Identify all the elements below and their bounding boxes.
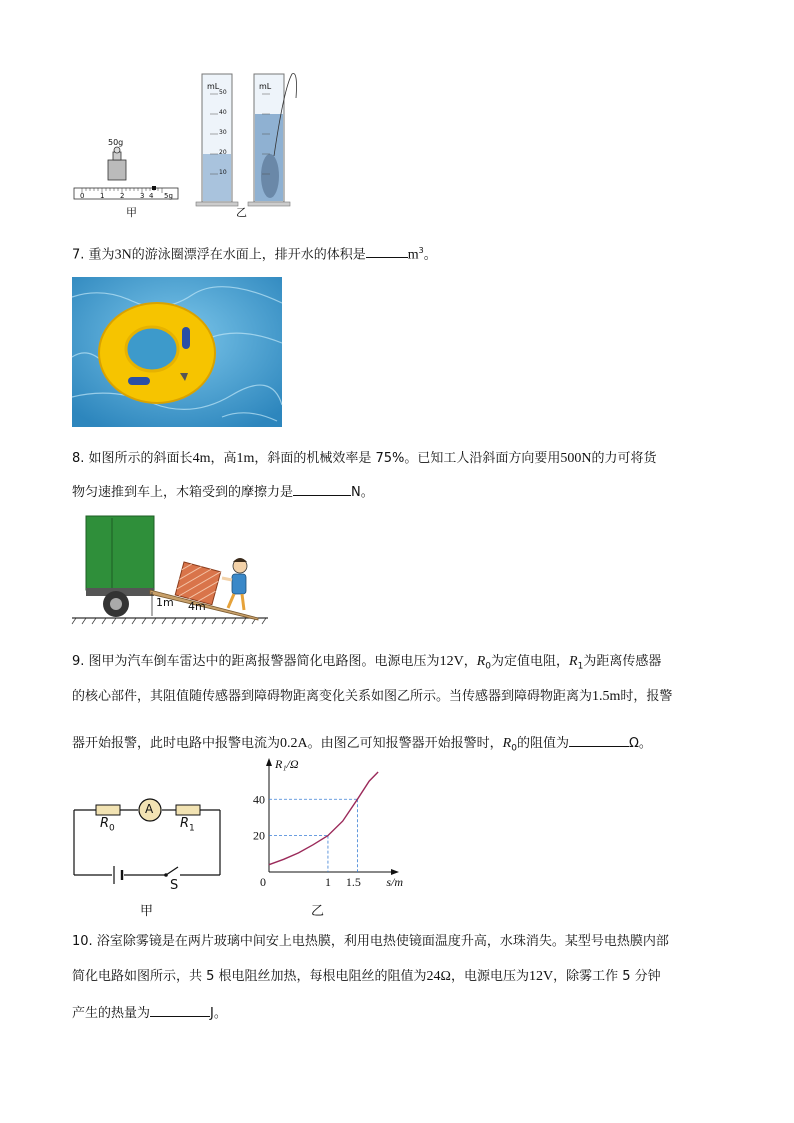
swim-ring-illustration	[72, 277, 282, 427]
q8-text-b: ，高	[210, 451, 237, 466]
caption-yi-top: 乙	[236, 206, 247, 219]
series-line-r1	[269, 772, 378, 865]
y-axis-label: R₁/Ω	[275, 757, 299, 771]
x-tick-1: 1	[324, 875, 331, 889]
q10-line3-unit: J。	[210, 1006, 227, 1021]
ruler-tick-3: 3	[140, 192, 145, 200]
resistance-distance-graph	[245, 757, 403, 920]
incline-illustration	[72, 514, 272, 626]
chart-guides	[269, 799, 357, 872]
q9-line3-unit: Ω。	[628, 736, 652, 751]
question-8-line-2	[72, 481, 374, 503]
q8-text-a: 如图所示的斜面长	[88, 451, 193, 466]
incline-length-label: 4m	[188, 600, 206, 613]
circuit-r1-letter: R	[180, 816, 190, 831]
cylinder-unit-left: mL	[207, 82, 220, 91]
q7-force: 3N	[114, 247, 132, 263]
q10-voltage: 12V	[528, 969, 554, 984]
q7-text-a: 重为	[88, 247, 115, 263]
switch-label: S	[170, 878, 179, 893]
y-axis-arrow	[266, 758, 272, 766]
circuit-r0-letter: R	[100, 816, 110, 831]
q7-text-b: 的游泳圈漂浮在水面上，排开水的体积是	[131, 247, 366, 263]
origin-label: 0	[260, 875, 266, 889]
q8-line2-a: 物匀速推到车上，木箱受到的摩擦力是	[72, 485, 294, 500]
graph-caption: 乙	[311, 904, 325, 919]
question-10-line-1	[72, 932, 669, 952]
q9-r0-again: R	[502, 736, 512, 751]
cylinder-tick-30: 30	[219, 129, 227, 136]
q10-resistance: 24Ω	[426, 969, 451, 984]
circuit-r0-sub: 0	[109, 823, 115, 834]
q10-line3-a: 产生的热量为	[72, 1006, 151, 1021]
x-tick-1-5: 1.5	[345, 875, 361, 889]
ruler-tick-5g: 5g	[164, 192, 173, 200]
circuit-diagram	[70, 790, 230, 920]
q8-text-c: ，斜面的机械效率是 75%。已知工人沿斜面方向要用	[254, 451, 561, 466]
q9-line3-c: 的阻值为	[516, 736, 569, 751]
q8-number: 8.	[72, 451, 85, 466]
q7-answer-blank[interactable]	[366, 243, 408, 258]
q10-line2-b: ，电源电压为	[450, 969, 529, 984]
question-9-line-1	[72, 652, 661, 677]
chart-series	[269, 772, 378, 865]
question-7	[72, 241, 437, 265]
q7-number: 7.	[72, 247, 85, 263]
q10-number: 10.	[72, 934, 93, 949]
q9-line1-d: 为距离传感器	[583, 654, 662, 669]
question-10-line-3	[72, 1002, 227, 1024]
circuit-r1-sub: 1	[189, 823, 195, 834]
resistance-distance-chart	[245, 757, 403, 895]
y-tick-40: 40	[253, 792, 265, 807]
q9-r0-sub: 0	[485, 661, 491, 672]
q7-unit: m	[407, 247, 419, 263]
q10-line2-c: ，除雾工作 5 分钟	[553, 969, 661, 984]
cylinder-tick-50: 50	[219, 89, 227, 96]
question-8-line-1	[72, 449, 657, 469]
question-9-line-3	[72, 732, 652, 759]
q8-height: 1m	[236, 451, 255, 466]
q9-voltage: 12V	[439, 654, 464, 669]
circuit-r1-label	[180, 816, 195, 834]
cylinder-tick-40: 40	[219, 109, 227, 116]
question-9-line-2	[72, 687, 672, 707]
swim-ring-photo	[72, 277, 282, 427]
ammeter-label: A	[145, 802, 154, 816]
question-10-line-2	[72, 967, 661, 987]
q9-line2-b: 时，报警	[620, 689, 673, 704]
balance-and-cylinders-illustration	[70, 68, 310, 218]
caption-jia-top: 甲	[126, 206, 137, 219]
q9-line2-a: 的核心部件，其阻值随传感器到障碍物距离变化关系如图乙所示。当传感器到障碍物距离为	[72, 689, 593, 704]
top-figure	[70, 68, 310, 218]
ruler-tick-2: 2	[120, 192, 125, 200]
q9-line1-a: 图甲为汽车倒车雷达中的距离报警器简化电路图。电源电压为	[88, 654, 440, 669]
q8-answer-blank[interactable]	[293, 481, 351, 496]
incline-figure	[72, 514, 272, 626]
cylinder-tick-20: 20	[219, 149, 227, 156]
cylinder-tick-10: 10	[219, 169, 227, 176]
ruler-tick-1: 1	[100, 192, 105, 200]
q9-distance: 1.5m	[592, 689, 621, 704]
q9-line3-b: 。由图乙可知报警器开始报警时，	[307, 736, 503, 751]
q8-text-d: 的力可将货	[591, 451, 657, 466]
q10-line1: 浴室除雾镜是在两片玻璃中间安上电热膜，利用电热使镜面温度升高，水珠消失。某型号电热膜内部	[96, 934, 669, 949]
q10-answer-blank[interactable]	[150, 1002, 210, 1017]
circuit-r0-label	[100, 816, 115, 834]
q8-force: 500N	[560, 451, 592, 466]
q9-number: 9.	[72, 654, 85, 669]
q9-current: 0.2A	[280, 736, 308, 751]
circuit-caption: 甲	[140, 904, 154, 919]
weight-label: 50g	[108, 138, 124, 147]
chart-labels	[253, 757, 403, 889]
q9-line1-c: 为定值电阻，	[491, 654, 570, 669]
q7-unit-exp: 3	[418, 246, 424, 255]
x-axis-label: s/m	[386, 875, 403, 889]
q9-r1-sub: 1	[577, 661, 584, 672]
q9-r0: R	[476, 654, 486, 669]
cylinder-unit-right: mL	[259, 82, 272, 91]
incline-height-label: 1m	[156, 596, 174, 609]
ruler-tick-4: 4	[149, 192, 154, 200]
q9-r0-again-sub: 0	[511, 743, 517, 754]
q8-line2-unit: N。	[351, 485, 374, 500]
q8-length: 4m	[192, 451, 211, 466]
q9-line1-b: ，	[463, 654, 477, 669]
q9-answer-blank[interactable]	[569, 732, 629, 747]
ruler-tick-0: 0	[80, 192, 85, 200]
q7-end: 。	[423, 247, 437, 263]
q10-line2-a: 简化电路如图所示，共 5 根电阻丝加热，每根电阻丝的阻值为	[72, 969, 427, 984]
q9-line3-a: 器开始报警，此时电路中报警电流为	[72, 736, 281, 751]
y-tick-20: 20	[253, 828, 265, 843]
q9-r1: R	[569, 654, 578, 669]
chart-axes	[266, 758, 399, 875]
